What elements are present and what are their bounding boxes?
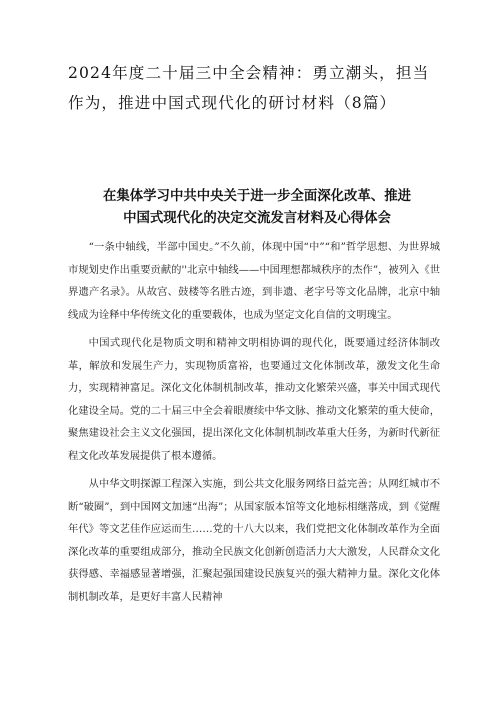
paragraph-1: “一条中轴线，半部中国史。”不久前，体现中国“中”“和”哲学思想、为世界城市规划史作出重要贡献的''北京中轴线——中国理想都城秩序的杰作”，被列入《世界遗产名录》。从故宫、鼓楼等名胜古迹，到非遗、老字号等文化品牌，北京中轴线成为诠释中华传统文化的重要载体，也成为坚定文化自信的文明瑰宝。 (68, 241, 440, 321)
section-title-line-2: 中国式现代化的决定交流发言材料及心得体会 (123, 211, 391, 226)
document-title: 2024年度二十届三中全会精神：勇立潮头，担当作为，推进中国式现代化的研讨材料（8篇） (68, 64, 430, 112)
paragraph-3: 从中华文明探源工程深入实施，到公共文化服务网络日益完善；从网红城市不断“破圈”，到中国网文加速“出海”；从国家版本馆等文化地标相继落成，到《觉醒年代》等文艺佳作应运而生……党的十八大以来，我们党把文化体制改革作为全面深化改革的重要组成部分，推动全民族文化创新创造活力大大激发，人民群众文化获得感、幸福感显著增强，汇聚起强国建设民族复兴的强大精神力量。深化文化体制机制改革，是更好丰富人民精神 (68, 478, 440, 603)
section-title (82, 186, 432, 230)
paragraph-2: 中国式现代化是物质文明和精神文明相协调的现代化，既要通过经济体制改革，解放和发展生产力，实现物质富裕，也要通过文化体制改革，激发文化生命力，实现精神富足。深化文化体制机制改革，推动文化繁荣兴盛，事关中国式现代化建设全局。党的二十届三中全会着眼赓续中华文脉、推动文化繁荣的重大使命，聚焦建设社会主义文化强国，提出深化文化体制机制改革重大任务，为新时代新征程文化改革发展提供了根本遵循。 (68, 337, 440, 462)
body-text (68, 236, 440, 614)
section-title-line-1: 在集体学习中共中央关于进一步全面深化改革、推进 (103, 189, 411, 204)
